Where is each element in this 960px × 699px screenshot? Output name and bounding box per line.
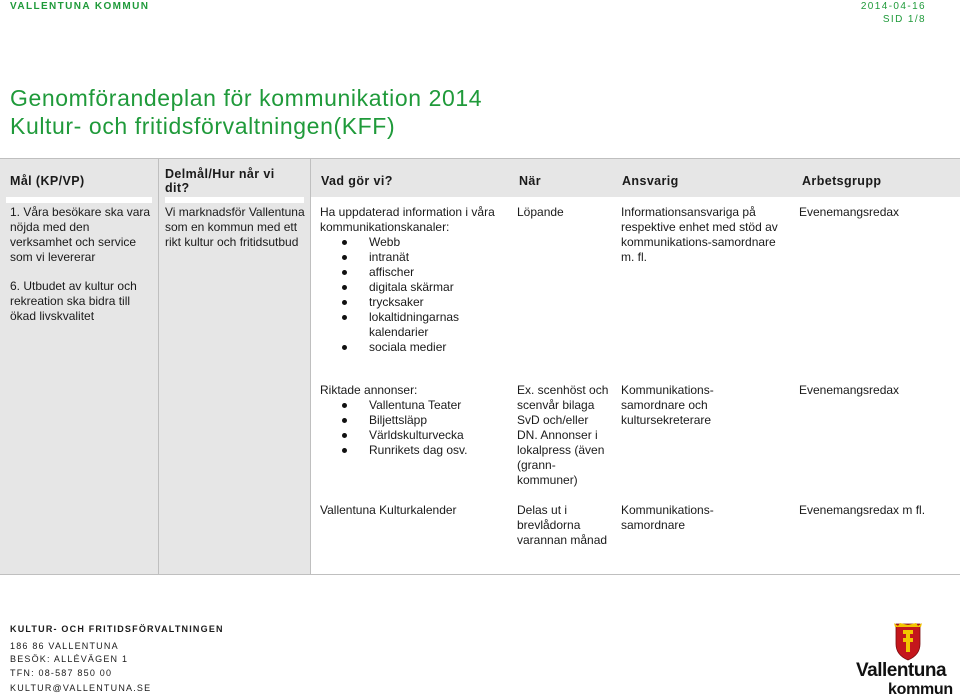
vad-cell-row-3: Vallentuna Kulturkalender	[320, 503, 457, 517]
header-arbetsgrupp: Arbetsgrupp	[802, 174, 882, 188]
vad-intro-row-1: Ha uppdaterad information i våra kommunikationskanaler:	[320, 205, 495, 234]
delmal-cell: Vi marknadsför Vallentuna som en kommun med ett rikt kultur och fritidsutbud	[165, 205, 305, 249]
header-delmal: Delmål/Hur når vi dit?	[165, 167, 275, 195]
header-vad: Vad gör vi?	[321, 174, 393, 188]
list-item: digitala skärmar	[320, 280, 510, 295]
footer-visit-address: BESÖK: ALLÉVÄGEN 1	[10, 654, 129, 664]
logo-text-vallentuna: Vallentuna	[856, 660, 947, 681]
mal-cell	[10, 205, 152, 324]
channel-list	[320, 235, 510, 355]
ansvarig-cell-row-2: Kommunikations-samordnare och kultursekreterare	[621, 383, 714, 427]
footer-address: 186 86 VALLENTUNA	[10, 641, 119, 651]
ansvarig-cell-row-3: Kommunikations-samordnare	[621, 503, 714, 532]
header-org-name: VALLENTUNA KOMMUN	[10, 1, 150, 12]
list-item: trycksaker	[320, 295, 510, 310]
arbetsgrupp-cell-row-2: Evenemangsredax	[799, 383, 900, 397]
list-item: Webb	[320, 235, 510, 250]
footer-phone: TFN: 08-587 850 00	[10, 668, 113, 678]
mal-goal-1: 1. Våra besökare ska vara nöjda med den verksamhet och service som vi levererar	[10, 205, 151, 264]
header-page-number: SID 1/8	[882, 14, 926, 25]
header-date: 2014-04-16	[860, 1, 926, 12]
mal-cell-top-gap	[6, 197, 152, 203]
header-mal: Mål (KP/VP)	[10, 174, 85, 188]
list-item: affischer	[320, 265, 510, 280]
list-item: Biljettsläpp	[320, 413, 510, 428]
list-item: intranät	[320, 250, 510, 265]
list-item: Runrikets dag osv.	[320, 443, 510, 458]
nar-cell-row-1: Löpande	[517, 205, 564, 219]
logo-text-kommun: kommun	[888, 681, 953, 698]
arbetsgrupp-cell-row-3: Evenemangsredax m fl.	[799, 503, 926, 517]
page-title	[10, 84, 482, 140]
table-bottom-border	[0, 574, 960, 575]
column-divider-2	[310, 159, 311, 574]
list-item: Världskulturvecka	[320, 428, 510, 443]
header-ansvarig: Ansvarig	[622, 174, 679, 188]
nar-cell-row-3: Delas ut i brevlådorna varannan månad	[517, 503, 608, 547]
footer-org-name: KULTUR- OCH FRITIDSFÖRVALTNINGEN	[10, 624, 224, 634]
page-title-line-1: Genomförandeplan för kommunikation 2014	[10, 85, 483, 111]
ansvarig-cell-row-1: Informationsansvariga på respektive enhet med stöd av kommunikations-samordnare m. fl.	[621, 205, 778, 264]
vad-cell-row-1	[320, 205, 510, 355]
vad-intro-row-2: Riktade annonser:	[320, 383, 418, 397]
page-title-line-2: Kultur- och fritidsförvaltningen(KFF)	[10, 113, 396, 139]
arbetsgrupp-cell-row-1: Evenemangsredax	[799, 205, 900, 219]
vad-cell-row-2	[320, 383, 510, 458]
list-item: sociala medier	[320, 340, 510, 355]
nar-cell-row-2: Ex. scenhöst och scenvår bilaga SvD och/eller DN. Annonser i lokalpress (även (grann-kommuner)	[517, 383, 609, 487]
ad-list	[320, 398, 510, 458]
delmal-cell-top-gap	[165, 197, 304, 203]
footer-email[interactable]: KULTUR@VALLENTUNA.SE	[10, 683, 152, 693]
header-nar: När	[519, 174, 542, 188]
delmal-column-fill	[159, 197, 310, 574]
mal-goal-6: 6. Utbudet av kultur och rekreation ska bidra till ökad livskvalitet	[10, 279, 137, 323]
list-item: lokaltidningarnas kalendarier	[320, 310, 510, 340]
list-item: Vallentuna Teater	[320, 398, 510, 413]
column-divider-1	[158, 159, 159, 574]
